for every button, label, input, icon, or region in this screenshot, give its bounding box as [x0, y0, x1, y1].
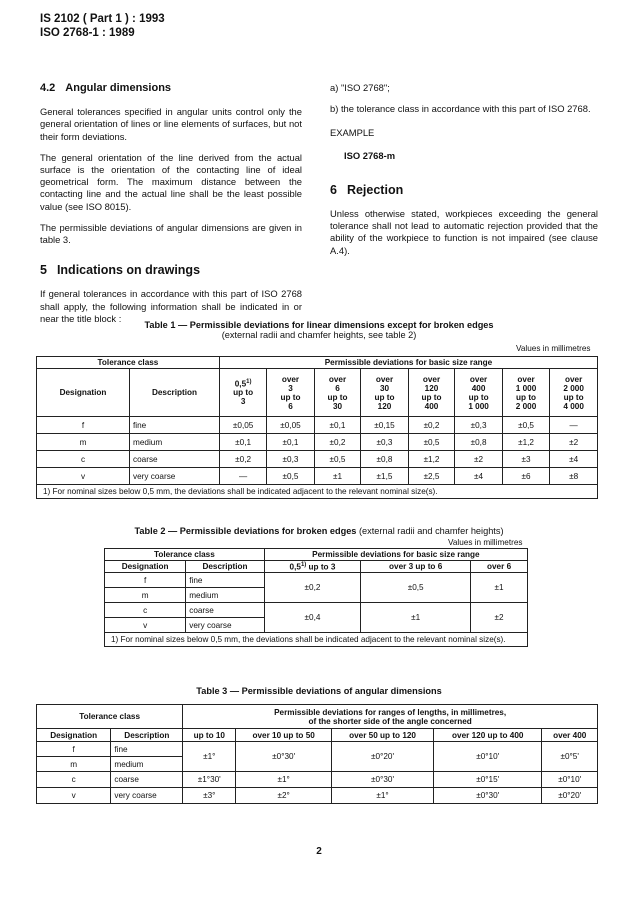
value-cell: ±1: [471, 573, 528, 603]
description-cell: fine: [111, 742, 183, 757]
table-1: [36, 356, 598, 499]
standard-number-is: IS 2102 ( Part 1 ) : 1993: [40, 13, 165, 25]
range-cell: over 3 up to 6: [361, 561, 471, 573]
designation-cell: f: [105, 573, 186, 588]
section-4-2-heading: 4.2 Angular dimensions: [40, 82, 172, 94]
value-cell: ±2,5: [408, 468, 455, 485]
header-permissible: Permissible deviations for ranges of lengths, in millimetres, of the shorter side of the angle concerned: [183, 705, 598, 729]
table-1-units: Values in millimetres: [516, 344, 591, 353]
value-cell: ±0,2: [264, 573, 360, 603]
range-cell: over 120 up to 400: [434, 729, 542, 742]
page-number: 2: [316, 846, 322, 857]
value-cell: ±1,5: [361, 468, 408, 485]
description-cell: very coarse: [130, 468, 220, 485]
value-cell: ±4: [455, 468, 502, 485]
designation-cell: v: [37, 468, 130, 485]
paragraph: The permissible deviations of angular dimensions are given in table 3.: [40, 221, 302, 246]
header-designation: Designation: [37, 369, 130, 417]
value-cell: ±1,2: [408, 451, 455, 468]
value-cell: ±1°: [183, 742, 236, 772]
example-value: ISO 2768-m: [344, 149, 396, 161]
value-cell: ±3: [502, 451, 549, 468]
value-cell: ±1: [314, 468, 361, 485]
range-cell: over 10 up to 50: [236, 729, 332, 742]
value-cell: ±0°30': [332, 772, 434, 788]
standard-number-iso: ISO 2768-1 : 1989: [40, 27, 135, 39]
value-cell: ±1°30': [183, 772, 236, 788]
range-cell: over 6 up to 30: [314, 369, 361, 417]
value-cell: ±0,5: [408, 434, 455, 451]
designation-cell: m: [37, 757, 111, 772]
description-cell: very coarse: [186, 618, 265, 633]
description-cell: medium: [186, 588, 265, 603]
range-cell: over 120 up to 400: [408, 369, 455, 417]
value-cell: ±0,5: [267, 468, 314, 485]
range-cell: over 400: [542, 729, 598, 742]
table-row: [37, 451, 598, 468]
range-cell: over 30 up to 120: [361, 369, 408, 417]
header-description: Description: [186, 561, 265, 573]
value-cell: ±0,05: [219, 417, 266, 434]
description-cell: coarse: [111, 772, 183, 788]
value-cell: ±2: [550, 434, 598, 451]
header-tolerance-class: Tolerance class: [37, 705, 183, 729]
list-item-b: b) the tolerance class in accordance with this part of ISO 2768.: [330, 103, 591, 115]
value-cell: ±0,1: [267, 434, 314, 451]
description-cell: fine: [130, 417, 220, 434]
range-cell: up to 10: [183, 729, 236, 742]
section-5-heading: 5 Indications on drawings: [40, 263, 201, 278]
range-cell: over 2 000 up to 4 000: [550, 369, 598, 417]
designation-cell: f: [37, 742, 111, 757]
description-cell: fine: [186, 573, 265, 588]
table-3: [36, 704, 598, 804]
value-cell: ±0°20': [332, 742, 434, 772]
value-cell: ±1: [361, 603, 471, 633]
header-description: Description: [130, 369, 220, 417]
designation-cell: m: [105, 588, 186, 603]
value-cell: ±0,5: [502, 417, 549, 434]
header-designation: Designation: [37, 729, 111, 742]
value-cell: ±0°30': [236, 742, 332, 772]
value-cell: ±0,4: [264, 603, 360, 633]
value-cell: ±0,1: [219, 434, 266, 451]
header-designation: Designation: [105, 561, 186, 573]
value-cell: —: [550, 417, 598, 434]
value-cell: ±0,8: [455, 434, 502, 451]
value-cell: ±4: [550, 451, 598, 468]
document-header: [40, 12, 165, 40]
range-cell: 0,5$^{1)}$ up to 3: [219, 369, 266, 417]
value-cell: ±0°15': [434, 772, 542, 788]
description-cell: coarse: [186, 603, 265, 618]
designation-cell: m: [37, 434, 130, 451]
table-2-footnote: 1) For nominal sizes below 0,5 mm, the deviations shall be indicated adjacent to the relevant nominal size(s).: [105, 633, 528, 647]
value-cell: ±3°: [183, 788, 236, 804]
range-cell: over 400 up to 1 000: [455, 369, 502, 417]
range-cell: over 50 up to 120: [332, 729, 434, 742]
table-1-footnote: 1) For nominal sizes below 0,5 mm, the deviations shall be indicated adjacent to the relevant nominal size(s).: [37, 485, 598, 499]
value-cell: ±0,5: [314, 451, 361, 468]
table-row: [37, 468, 598, 485]
list-item-a: a) "ISO 2768";: [330, 82, 390, 93]
designation-cell: c: [105, 603, 186, 618]
value-cell: ±1,2: [502, 434, 549, 451]
range-cell: over 1 000 up to 2 000: [502, 369, 549, 417]
header-tolerance-class: Tolerance class: [37, 357, 220, 369]
range-cell: over 3 up to 6: [267, 369, 314, 417]
value-cell: ±0,2: [219, 451, 266, 468]
header-permissible: Permissible deviations for basic size range: [264, 549, 527, 561]
value-cell: ±2: [455, 451, 502, 468]
header-description: Description: [111, 729, 183, 742]
value-cell: ±0,2: [408, 417, 455, 434]
paragraph: Unless otherwise stated, workpieces exceeding the general tolerance shall not lead to automatic rejection provided that the ability of the workpiece to function is not impaired (see clause A.4).: [330, 208, 598, 256]
table-row: [37, 417, 598, 434]
value-cell: ±0,5: [361, 573, 471, 603]
value-cell: ±2°: [236, 788, 332, 804]
value-cell: ±0°30': [434, 788, 542, 804]
table-row: [37, 434, 598, 451]
description-cell: coarse: [130, 451, 220, 468]
left-column: [40, 82, 302, 334]
value-cell: ±8: [550, 468, 598, 485]
section-6-heading: 6 Rejection: [330, 182, 404, 197]
value-cell: —: [219, 468, 266, 485]
designation-cell: f: [37, 417, 130, 434]
value-cell: ±0,05: [267, 417, 314, 434]
value-cell: ±6: [502, 468, 549, 485]
designation-cell: c: [37, 772, 111, 788]
designation-cell: c: [37, 451, 130, 468]
paragraph: The general orientation of the line derived from the actual surface is the orientation of the contacting line of ideal geometrical form. The maximum distance between the contacting line and the actual line shall be the least possible value (see ISO 8015).: [40, 151, 302, 212]
table-2-units: Values in millimetres: [448, 538, 523, 547]
table-2: [104, 548, 528, 647]
value-cell: ±0°20': [542, 788, 598, 804]
designation-cell: v: [37, 788, 111, 804]
range-cell: 0,5$^{1)}$ up to 3: [264, 561, 360, 573]
header-permissible: Permissible deviations for basic size range: [219, 357, 597, 369]
right-column: [330, 82, 598, 266]
designation-cell: v: [105, 618, 186, 633]
value-cell: ±0,3: [267, 451, 314, 468]
value-cell: ±0,3: [361, 434, 408, 451]
value-cell: ±0,3: [455, 417, 502, 434]
value-cell: ±1°: [332, 788, 434, 804]
value-cell: ±0,2: [314, 434, 361, 451]
value-cell: ±0,8: [361, 451, 408, 468]
table-2-caption: Table 2 — Permissible deviations for broken edges (external radii and chamfer heights): [134, 526, 504, 536]
value-cell: ±0°10': [542, 772, 598, 788]
value-cell: ±2: [471, 603, 528, 633]
table-1-caption: Table 1 — Permissible deviations for linear dimensions except for broken edges (external radii and chamfer heights, see table 2): [144, 320, 494, 340]
example-label: EXAMPLE: [330, 127, 375, 139]
paragraph: If general tolerances in accordance with this part of ISO 2768 shall apply, the following information shall be indicated in or near the title block :: [40, 288, 302, 324]
table-3-caption: Table 3 — Permissible deviations of angular dimensions: [196, 686, 442, 696]
description-cell: medium: [130, 434, 220, 451]
value-cell: ±0°5': [542, 742, 598, 772]
header-tolerance-class: Tolerance class: [105, 549, 265, 561]
value-cell: ±0,15: [361, 417, 408, 434]
range-cell: over 6: [471, 561, 528, 573]
description-cell: medium: [111, 757, 183, 772]
value-cell: ±1°: [236, 772, 332, 788]
paragraph: General tolerances specified in angular units control only the general orientation of lines or line elements of surfaces, but not their form deviations.: [40, 106, 302, 142]
value-cell: ±0,1: [314, 417, 361, 434]
description-cell: very coarse: [111, 788, 183, 804]
value-cell: ±0°10': [434, 742, 542, 772]
